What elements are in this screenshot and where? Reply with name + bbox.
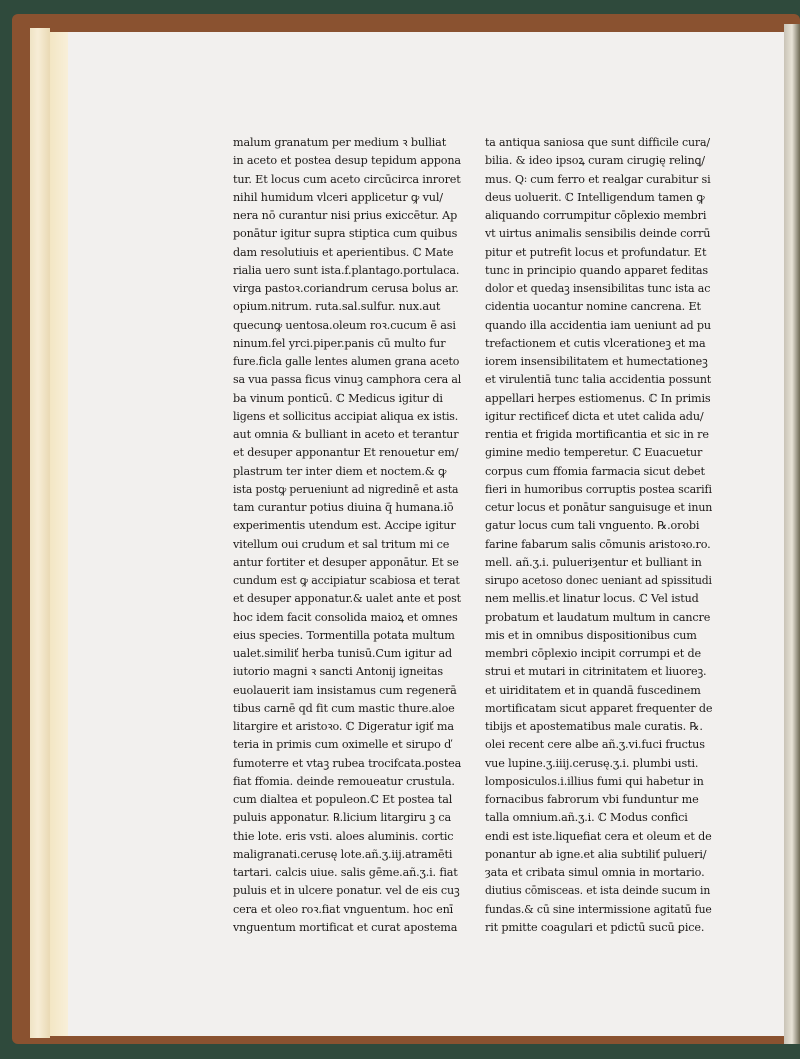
text-line: aliquando corrumpitur cōplexio membri: [485, 209, 707, 222]
text-line: ba vinum ponticū. ℂ Medicus igitur di: [233, 391, 443, 405]
text-line: tibus carnē qd fit cum mastic thure.aloe: [233, 701, 455, 715]
text-line: puluis apponatur. ℞.licium litargiru ꝫ ca: [233, 811, 451, 825]
text-line: aut omnia & bulliant in aceto et terantur: [233, 428, 459, 441]
text-line: trefactionem et cutis vlcerationeꝫ et ma: [485, 336, 706, 350]
right-page-edge: [784, 24, 800, 1044]
text-line: malum granatum per medium ꝛ bulliat: [233, 136, 447, 149]
text-line: mell. añ.ʒ.i. pulueriȝentur et bulliant in: [485, 555, 702, 569]
text-line: iutorio magni ꝛ sancti Antonij igneitas: [233, 665, 443, 679]
text-line: vitellum oui crudum et sal tritum mi ce: [233, 537, 450, 551]
text-line: vnguentum mortificat et curat apostema: [233, 920, 458, 934]
text-line: mus. Q꞉ cum ferro et realgar curabitur si: [485, 172, 711, 186]
text-line: fumoterre et vtaꝫ rubea trocifcata.postea: [233, 756, 461, 770]
text-line: quecunꝙ uentosa.oleum roꝛ.cucum ē asi: [233, 318, 456, 332]
text-line: dolor et quedaꝫ insensibilitas tunc ista ac: [485, 282, 711, 295]
text-line: pitur et putrefit locus et profundatur. Et: [485, 245, 707, 259]
text-line: diutius cōmisceas. et ista deinde sucum in: [485, 884, 711, 898]
text-line: deus uoluerit. ℂ Intelligendum tamen ꝙ: [485, 190, 705, 204]
text-line: ta antiqua saniosa que sunt difficile cura/: [485, 136, 710, 149]
text-line: et uiriditatem et in quandā fuscedinem: [485, 683, 701, 697]
text-line: probatum et laudatum multum in cancre: [485, 610, 711, 624]
text-line: et desuper apponatur.& ualet ante et post: [233, 592, 461, 606]
text-line: membri cōplexio incipit corrumpi et de: [485, 647, 702, 660]
text-line: gatur locus cum tali vnguento. ℞.orobi: [485, 519, 700, 533]
text-line: hoc idem facit consolida maioꝝ et omnes: [233, 610, 458, 624]
text-line: eius species. Tormentilla potata multum: [233, 628, 455, 642]
text-line: tur. Et locus cum aceto circūcirca inroret: [233, 172, 461, 186]
text-line: fornacibus fabrorum vbi funduntur me: [485, 793, 699, 806]
text-line: nera nō curantur nisi prius exiccētur. Ap: [233, 209, 458, 222]
text-line: teria in primis cum oximelle et sirupo ď: [233, 738, 452, 752]
text-line: vue lupine.ʒ.iiij.cerusę.ʒ.i. plumbi usti.: [485, 756, 699, 770]
page-edges-inner: [50, 32, 69, 1036]
text-line: nem mellis.et linatur locus. ℂ Vel istud: [485, 592, 699, 606]
text-line: strui et mutari in citrinitatem et liuoreꝫ.: [485, 665, 707, 679]
text-line: tibijs et apostematibus male curatis. ℞.: [485, 720, 703, 733]
text-line: iorem insensibilitatem et humectationeꝫ: [485, 355, 708, 368]
text-line: ȝata et cribata simul omnia in mortario.: [485, 866, 705, 879]
left-text-column: [233, 134, 461, 937]
text-line: et virulentiā tunc talia accidentia possunt: [485, 373, 712, 387]
text-line: ninum.fel yrci.piper.panis cū multo fur: [233, 336, 446, 350]
text-line: euolauerit iam insistamus cum regenerā: [233, 683, 457, 697]
text-line: tunc in principio quando apparet feditas: [485, 263, 709, 277]
text-line: mortificatam sicut apparet frequenter de: [485, 701, 713, 715]
right-text-column: [485, 134, 713, 937]
text-line: maligranati.cerusę lote.añ.ʒ.iij.atramēti: [233, 847, 453, 861]
text-line: sirupo acetoso donec ueniant ad spissitudi: [485, 574, 712, 587]
text-line: rialia uero sunt ista.f.plantago.portulaca.: [233, 263, 460, 277]
text-line: rentia et frigida mortificantia et sic in re: [485, 428, 709, 441]
text-line: opium.nitrum. ruta.sal.sulfur. nux.aut: [233, 300, 441, 314]
text-line: cidentia uocantur nomine cancrena. Et: [485, 300, 701, 314]
text-line: experimentis utendum est. Accipe igitur: [233, 519, 456, 533]
text-line: igitur rectificeť dicta et utet calida adu/: [485, 409, 704, 423]
text-line: mis et in omnibus dispositionibus cum: [485, 628, 697, 642]
page-edges: [30, 28, 50, 1038]
text-line: antur fortiter et desuper apponātur. Et se: [233, 555, 459, 569]
text-line: dam resolutiuis et aperientibus. ℂ Mate: [233, 245, 454, 259]
text-line: litargire et aristoꝛo. ℂ Digeratur igiť ma: [233, 720, 454, 733]
text-line: fiat ffomia. deinde remoueatur crustula.: [233, 774, 455, 788]
text-line: corpus cum ffomia farmacia sicut debet: [485, 464, 705, 478]
text-line: ponantur ab igne.et alia subtiliť pulueri/: [485, 847, 707, 861]
text-line: cera et oleo roꝛ.fiat vnguentum. hoc enī: [233, 902, 454, 916]
text-line: puluis et in ulcere ponatur. vel de eis cuꝫ: [233, 884, 460, 898]
text-line: olei recent cere albe añ.ʒ.vi.fuci fructus: [485, 738, 705, 752]
text-line: bilia. & ideo ipsoꝝ curam cirugię relinꝗ/: [485, 154, 705, 168]
text-line: virga pastoꝛ.coriandrum cerusa bolus ar.: [233, 282, 459, 295]
text-line: vt uirtus animalis sensibilis deinde corrū: [485, 227, 711, 241]
text-line: ligens et sollicitus accipiat aliqua ex istis.: [233, 409, 459, 423]
text-line: fundas.& cū sine intermissione agitatū fue: [485, 902, 712, 916]
text-line: et desuper apponantur Et renouetur em/: [233, 446, 459, 460]
text-line: nihil humidum vlceri applicetur ꝙ vul/: [233, 190, 443, 204]
text-line: tam curantur potius diuina q̄ humana.iō: [233, 501, 454, 514]
text-line: rit pmitte coagulari et pdictū sucū ꝑice.: [485, 920, 705, 934]
text-line: sa vua passa ficus vinuꝫ camphora cera al: [233, 373, 461, 387]
text-line: ista postꝙ perueniunt ad nigredinē et asta: [233, 482, 459, 496]
text-line: fieri in humoribus corruptis postea scarifi: [485, 482, 712, 496]
text-line: cundum est ꝙ accipiatur scabiosa et terat: [233, 574, 460, 587]
text-line: ualet.similiť herba tunisū.Cum igitur ad: [233, 647, 453, 660]
text-line: farine fabarum salis cōmunis aristoꝛo.ro.: [485, 537, 711, 551]
text-line: appellari herpes estiomenus. ℂ In primis: [485, 391, 711, 405]
text-line: thie lote. eris vsti. aloes aluminis. cortic: [233, 829, 454, 843]
text-line: gimine medio temperetur. ℂ Euacuetur: [485, 446, 703, 460]
text-line: plastrum ter inter diem et noctem.& ꝙ: [233, 464, 447, 478]
text-line: endi est iste.liquefiat cera et oleum et de: [485, 829, 712, 843]
text-line: cum dialtea et populeon.ℂ Et postea tal: [233, 793, 453, 806]
text-line: fure.ficla galle lentes alumen grana aceto: [233, 355, 460, 368]
text-line: cetur locus et ponātur sanguisuge et inun: [485, 501, 713, 514]
text-line: lomposiculos.i.illius fumi qui habetur in: [485, 774, 704, 788]
text-line: tartari. calcis uiue. salis gēme.añ.ʒ.i. fiat: [233, 866, 458, 879]
text-line: quando illa accidentia iam ueniunt ad pu: [485, 318, 711, 332]
text-line: talla omnium.añ.ʒ.i. ℂ Modus confici: [485, 811, 688, 825]
text-line: in aceto et postea desup tepidum appona: [233, 154, 461, 168]
text-line: ponātur igitur supra stiptica cum quibus: [233, 227, 458, 241]
